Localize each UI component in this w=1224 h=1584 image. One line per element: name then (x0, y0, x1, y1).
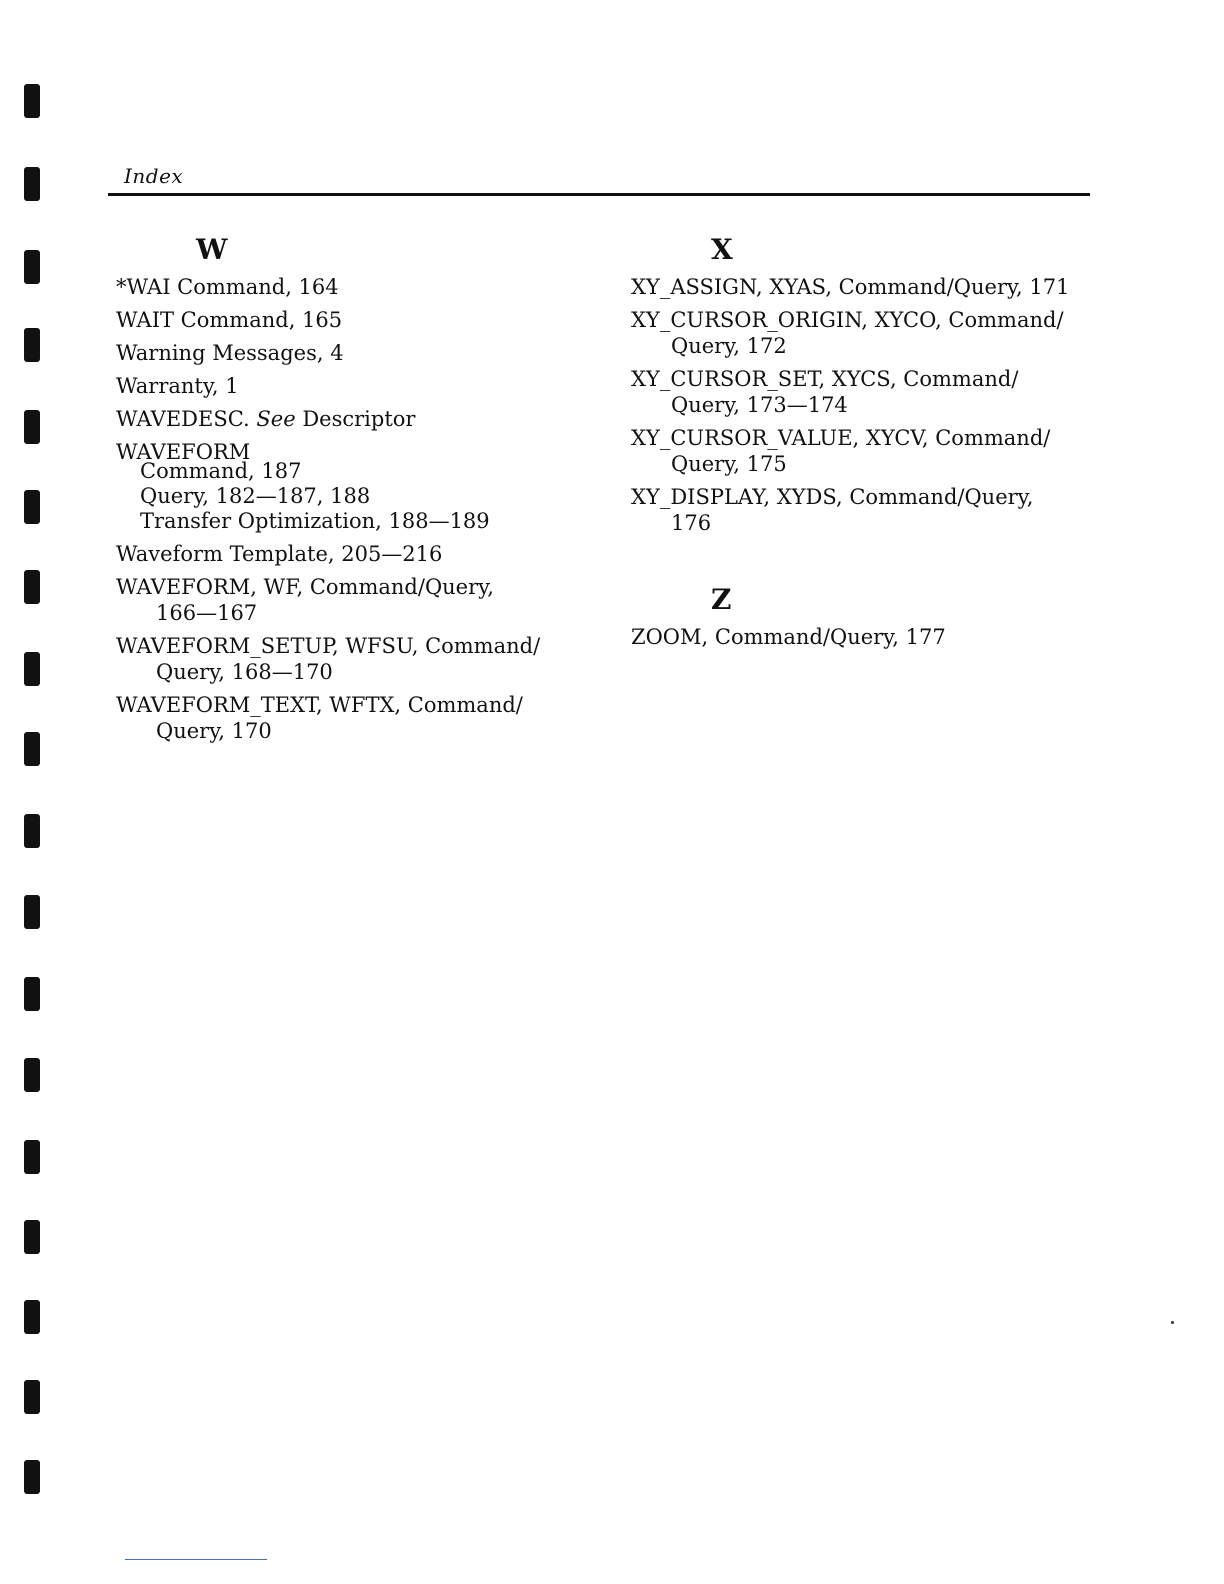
entry-text: XY_CURSOR_ORIGIN, XYCO, Command/ (631, 308, 1064, 332)
punch-hole (24, 732, 40, 766)
footer-rule (125, 1559, 267, 1560)
punch-hole (24, 814, 40, 848)
index-column-right (631, 230, 1101, 657)
punch-hole-strip (24, 0, 44, 1584)
entry-text: Waveform Template, 205—216 (116, 542, 443, 566)
punch-hole (24, 328, 40, 362)
entry-text: XY_CURSOR_VALUE, XYCV, Command/ (631, 426, 1051, 450)
punch-hole (24, 84, 40, 118)
subentry: Transfer Optimization, 188—189 (140, 509, 490, 533)
index-entry (116, 406, 596, 432)
punch-hole (24, 652, 40, 686)
entry-text: XY_DISPLAY, XYDS, Command/Query, (631, 485, 1034, 509)
entry-continuation: 176 (671, 511, 712, 535)
index-entry (116, 340, 596, 366)
index-entry (631, 624, 1101, 650)
punch-hole (24, 1058, 40, 1092)
punch-hole (24, 1220, 40, 1254)
index-entry (116, 307, 596, 333)
entry-text: XY_CURSOR_SET, XYCS, Command/ (631, 367, 1019, 391)
index-entry (116, 274, 596, 300)
entry-continuation: Query, 172 (671, 334, 787, 358)
entry-continuation: Query, 168—170 (156, 660, 333, 684)
punch-hole (24, 1300, 40, 1334)
index-entry (631, 484, 1101, 536)
entry-text: WAVEFORM_TEXT, WFTX, Command/ (116, 693, 523, 717)
running-head: Index (124, 164, 184, 188)
entry-text: Descriptor (295, 407, 416, 431)
letter-heading-w: W (196, 233, 228, 266)
scan-speck (1171, 1321, 1174, 1324)
entry-text: ZOOM, Command/Query, 177 (631, 625, 946, 649)
letter-heading-z: Z (711, 583, 732, 616)
subentry-group (116, 459, 596, 534)
punch-hole (24, 1380, 40, 1414)
index-entry (116, 692, 596, 744)
entry-text: WAIT Command, 165 (116, 308, 343, 332)
punch-hole (24, 167, 40, 201)
entry-text: XY_ASSIGN, XYAS, Command/Query, 171 (631, 275, 1070, 299)
subentry: Query, 182—187, 188 (140, 484, 371, 508)
entry-text: WAVEFORM, WF, Command/Query, (116, 575, 494, 599)
see-reference: See (256, 407, 296, 431)
index-entry (631, 425, 1101, 477)
index-entry (116, 541, 596, 567)
index-entry (631, 307, 1101, 359)
letter-heading-x: X (711, 233, 733, 266)
entry-text: WAVEFORM (116, 440, 251, 464)
entry-text: Warning Messages, 4 (116, 341, 344, 365)
index-entry (631, 274, 1101, 300)
index-entry (116, 633, 596, 685)
punch-hole (24, 1460, 40, 1494)
entry-continuation: Query, 173—174 (671, 393, 848, 417)
entry-continuation: Query, 170 (156, 719, 272, 743)
entry-continuation: 166—167 (156, 601, 258, 625)
entry-continuation: Query, 175 (671, 452, 787, 476)
punch-hole (24, 490, 40, 524)
subentry: Command, 187 (140, 459, 302, 483)
entry-text: Warranty, 1 (116, 374, 239, 398)
index-entry (116, 574, 596, 626)
punch-hole (24, 977, 40, 1011)
index-column-left (116, 230, 596, 751)
punch-hole (24, 250, 40, 284)
header-rule (108, 193, 1090, 196)
punch-hole (24, 1140, 40, 1174)
punch-hole (24, 570, 40, 604)
index-entry (631, 366, 1101, 418)
punch-hole (24, 410, 40, 444)
entry-text: WAVEFORM_SETUP, WFSU, Command/ (116, 634, 541, 658)
index-entry (116, 373, 596, 399)
punch-hole (24, 895, 40, 929)
entry-text: WAVEDESC. (116, 407, 257, 431)
entry-text: *WAI Command, 164 (116, 275, 339, 299)
